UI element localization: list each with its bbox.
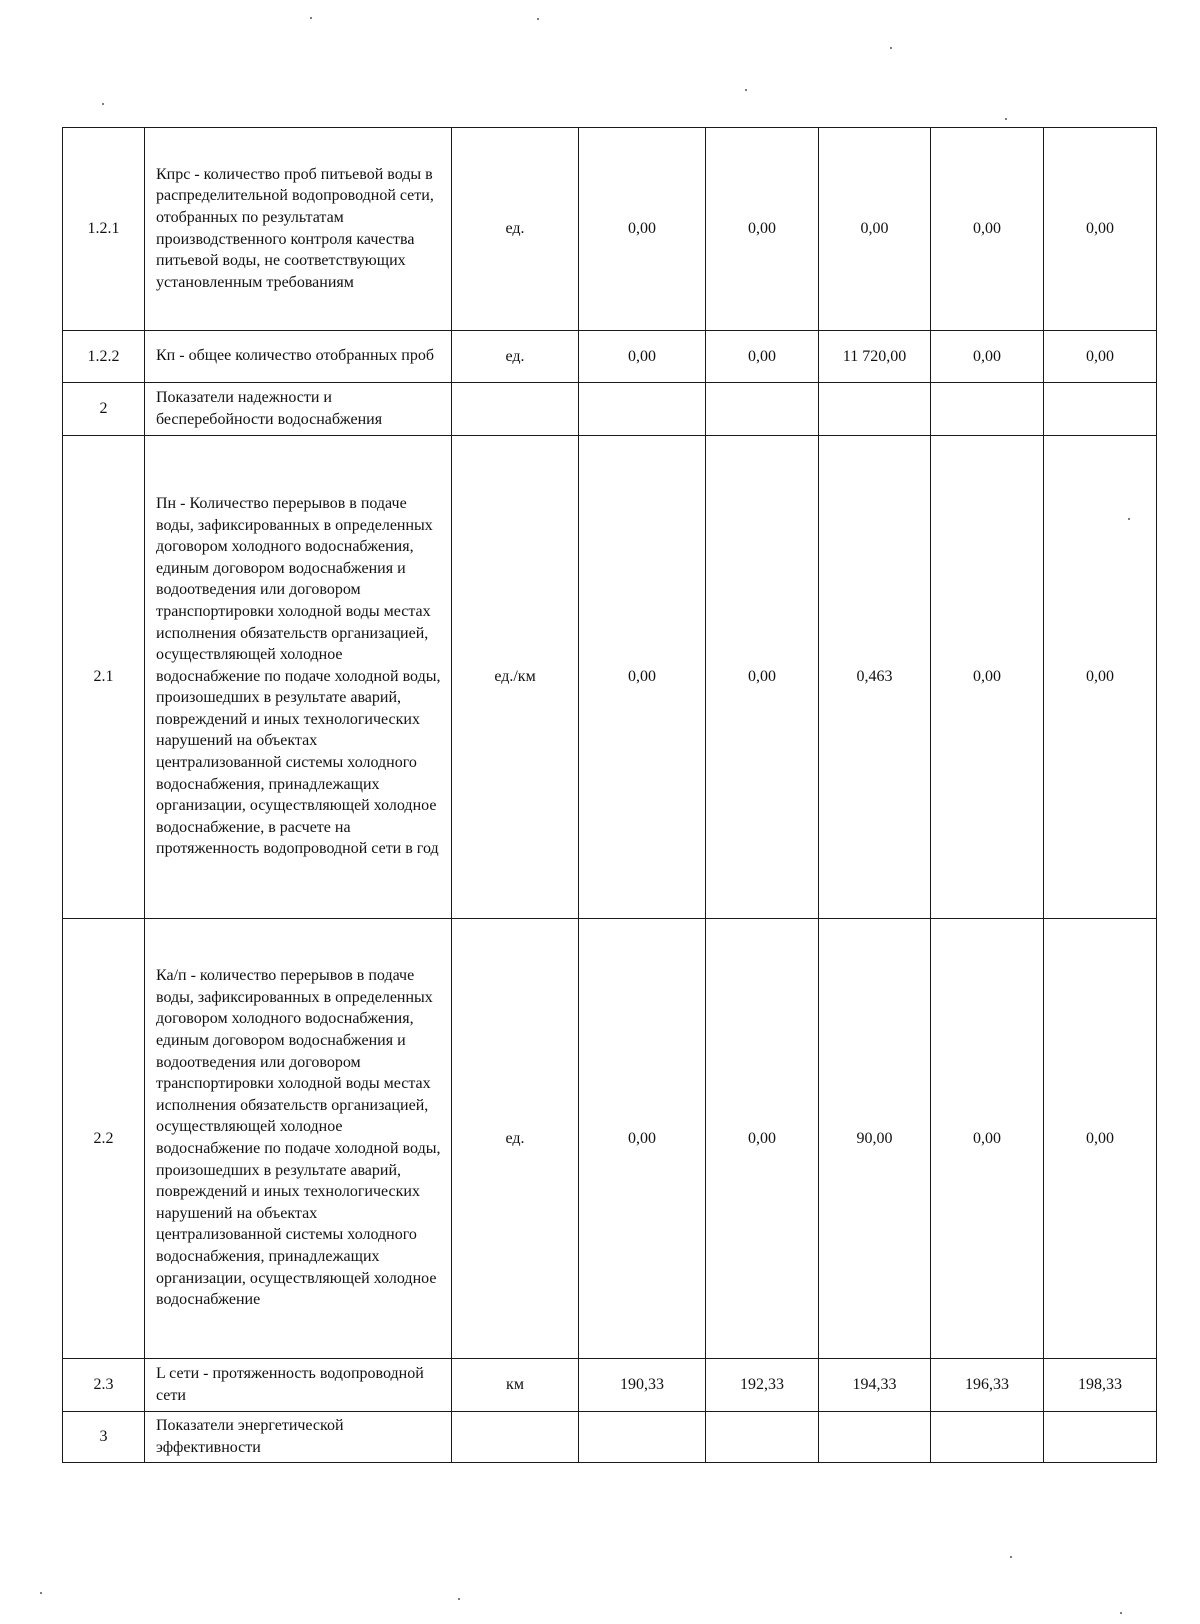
scan-speck [890,47,892,49]
row-value: 198,33 [1044,1359,1157,1412]
row-unit: ед./км [452,436,579,919]
row-value: 0,00 [706,331,819,383]
row-number: 3 [63,1412,145,1463]
row-value: 0,00 [1044,919,1157,1359]
row-value: 0,00 [706,128,819,331]
row-value: 0,00 [931,128,1044,331]
row-description: Ка/п - количество перерывов в подаче воды, зафиксированных в определенных договором холодного водоснабжения, единым договором водоснабжения и водоотведения или договором транспортировки холодной воды местах исполнения обязательств организацией, осуществляющей холодное водоснабжение по подаче холодной воды, произошедших в результате аварий, повреждений и иных технологических нарушений на объектах централизованной системы холодного водоснабжения, принадлежащих организации, осуществляющей холодное водоснабжение [145,919,452,1359]
row-unit: км [452,1359,579,1412]
row-value: 0,00 [931,919,1044,1359]
row-value [819,1412,931,1463]
table-body [63,128,1157,1463]
row-value [931,383,1044,436]
row-value [1044,1412,1157,1463]
row-value: 0,00 [579,128,706,331]
row-value: 0,00 [931,331,1044,383]
row-number: 1.2.2 [63,331,145,383]
table-row [63,331,1157,383]
row-value: 0,00 [1044,331,1157,383]
row-value: 196,33 [931,1359,1044,1412]
row-value: 11 720,00 [819,331,931,383]
indicators-table [62,127,1157,1463]
scan-speck [458,1598,460,1600]
row-value: 0,00 [931,436,1044,919]
row-value: 190,33 [579,1359,706,1412]
row-value [579,1412,706,1463]
row-unit: ед. [452,128,579,331]
row-number: 2.1 [63,436,145,919]
row-description: Кп - общее количество отобранных проб [145,331,452,383]
scan-speck [40,1592,42,1594]
row-number: 2 [63,383,145,436]
row-description: Показатели надежности и бесперебойности водоснабжения [145,383,452,436]
table-row [63,1412,1157,1463]
row-value: 0,00 [579,331,706,383]
table-row [63,1359,1157,1412]
table-row [63,383,1157,436]
row-value: 0,463 [819,436,931,919]
scan-speck [537,18,539,20]
row-unit: ед. [452,919,579,1359]
row-number: 1.2.1 [63,128,145,331]
row-value [1044,383,1157,436]
row-value: 0,00 [579,919,706,1359]
row-number: 2.3 [63,1359,145,1412]
row-unit [452,383,579,436]
scan-speck [310,17,312,19]
row-value [819,383,931,436]
row-value: 0,00 [706,919,819,1359]
table-row [63,128,1157,331]
row-description: L сети - протяженность водопроводной сети [145,1359,452,1412]
row-value: 0,00 [1044,128,1157,331]
scan-speck [102,103,104,105]
row-value: 192,33 [706,1359,819,1412]
scan-speck [1128,518,1130,520]
table-row [63,436,1157,919]
scan-speck [1010,1556,1012,1558]
row-value [579,383,706,436]
row-description: Кпрс - количество проб питьевой воды в распределительной водопроводной сети, отобранных по результатам производственного контроля качества питьевой воды, не соответствующих установленным требованиям [145,128,452,331]
row-value: 0,00 [819,128,931,331]
row-description: Показатели энергетической эффективности [145,1412,452,1463]
row-value: 0,00 [579,436,706,919]
row-unit: ед. [452,331,579,383]
row-number: 2.2 [63,919,145,1359]
row-value [931,1412,1044,1463]
row-value: 0,00 [1044,436,1157,919]
table-row [63,919,1157,1359]
row-value [706,383,819,436]
scan-speck [1005,118,1007,120]
scan-speck [1120,1612,1122,1614]
row-unit [452,1412,579,1463]
row-value [706,1412,819,1463]
row-value: 194,33 [819,1359,931,1412]
row-value: 0,00 [706,436,819,919]
row-value: 90,00 [819,919,931,1359]
row-description: Пн - Количество перерывов в подаче воды, зафиксированных в определенных договором холодного водоснабжения, единым договором водоснабжения и водоотведения или договором транспортировки холодной воды местах исполнения обязательств организацией, осуществляющей холодное водоснабжение по подаче холодной воды, произошедших в результате аварий, повреждений и иных технологических нарушений на объектах централизованной системы холодного водоснабжения, принадлежащих организации, осуществляющей холодное водоснабжение, в расчете на протяженность водопроводной сети в год [145,436,452,919]
scan-speck [745,89,747,91]
